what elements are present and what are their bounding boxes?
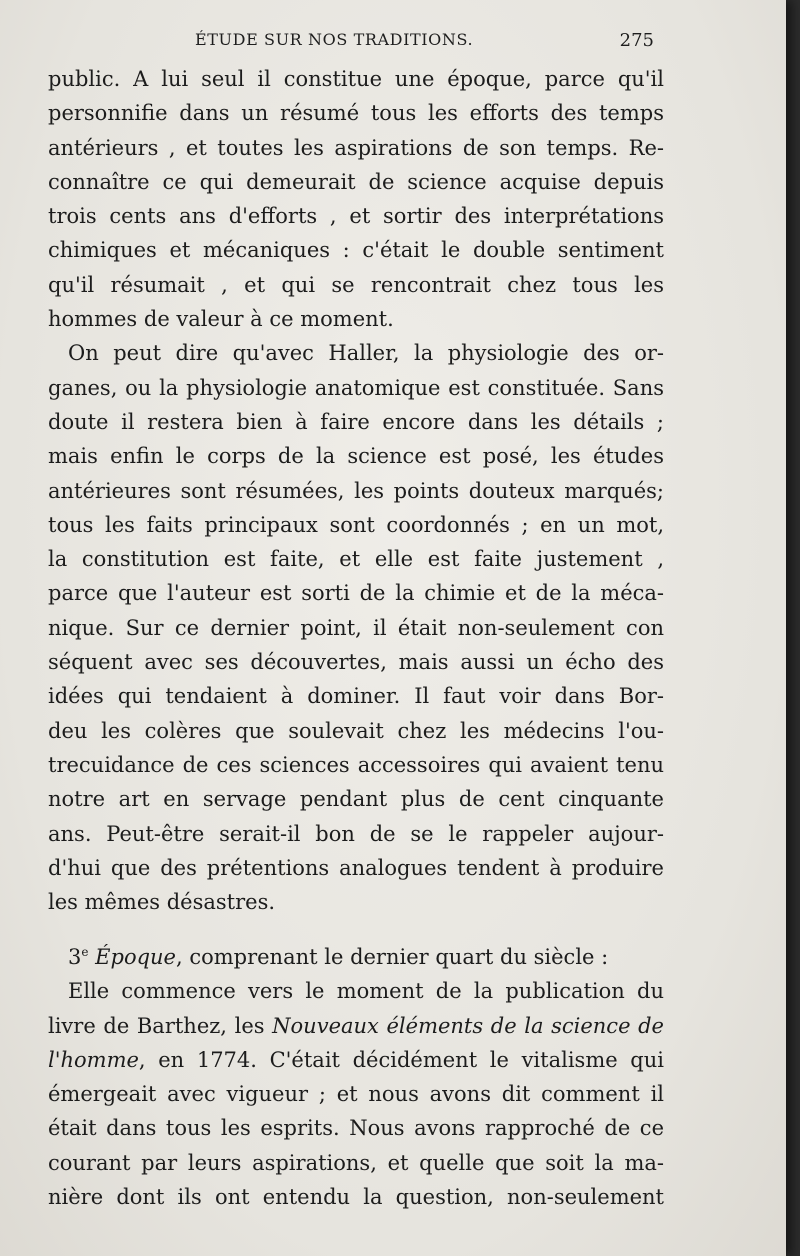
text-line: idées qui tendaient à dominer. Il faut voir dans Bor- xyxy=(48,684,664,709)
text-line: nique. Sur ce dernier point, il était non-seulement con xyxy=(48,615,664,640)
text-line: chimiques et mécaniques : c'était le double sentiment xyxy=(48,238,664,263)
text-line: émergeait avec vigueur ; et nous avons dit comment il xyxy=(48,1082,664,1107)
book-title-part-1: Nouveaux éléments de la science de xyxy=(272,1013,664,1038)
text-line: connaître ce qui demeurait de science acquise depuis xyxy=(48,169,664,194)
text-line: d'hui que des prétentions analogues tendent à produire xyxy=(48,855,664,880)
text-line: nière dont ils ont entendu la question, non-seulement xyxy=(48,1185,664,1210)
text-line: la constitution est faite, et elle est faite justement , xyxy=(48,547,664,572)
text-line: parce que l'auteur est sorti de la chimie et de la méca- xyxy=(48,581,664,606)
text-line: trecuidance de ces sciences accessoires qui avaient tenu xyxy=(48,752,664,777)
running-header xyxy=(48,30,654,60)
text-line-part: livre de Barthez, les xyxy=(48,1013,273,1038)
book-title-part-2: l'homme xyxy=(48,1047,139,1072)
text-line: antérieures sont résumées, les points douteux marqués; xyxy=(48,478,664,503)
text-line: courant par leurs aspirations, et quelle que soit la ma- xyxy=(48,1150,664,1175)
running-title: ÉTUDE SUR NOS TRADITIONS. xyxy=(195,30,474,49)
section-number: 3 xyxy=(68,945,82,969)
text-line: ganes, ou la physiologie anatomique est constituée. Sans xyxy=(48,375,664,400)
text-line: antérieurs , et toutes les aspirations de son temps. Re- xyxy=(48,135,664,160)
body-text-lower xyxy=(48,940,664,1214)
section-label: Époque xyxy=(95,945,176,969)
text-line: hommes de valeur à ce moment. xyxy=(48,307,394,332)
page-number: 275 xyxy=(619,30,654,51)
section-heading-rest: , comprenant le dernier quart du siècle : xyxy=(175,945,609,969)
section-superscript: e xyxy=(81,945,89,959)
text-line: personnifie dans un résumé tous les efforts des temps xyxy=(48,101,664,126)
text-line: tous les faits principaux sont coordonnés ; en un mot, xyxy=(48,512,664,537)
text-line: deu les colères que soulevait chez les médecins l'ou- xyxy=(48,718,664,743)
text-line xyxy=(48,1009,664,1043)
section-heading xyxy=(48,940,664,974)
text-line: trois cents ans d'efforts , et sortir des interprétations xyxy=(48,204,664,229)
text-line: On peut dire qu'avec Haller, la physiologie des or- xyxy=(68,341,664,366)
text-line: était dans tous les esprits. Nous avons rapproché de ce xyxy=(48,1116,664,1141)
text-line: ans. Peut-être serait-il bon de se le rappeler aujour- xyxy=(48,821,664,846)
text-line: les mêmes désastres. xyxy=(48,890,276,915)
body-text-upper xyxy=(48,62,664,919)
text-line: notre art en servage pendant plus de cent cinquante xyxy=(48,787,664,812)
text-line-part: , en 1774. C'était décidément le vitalisme qui xyxy=(138,1047,664,1072)
text-line: qu'il résumait , et qui se rencontrait chez tous les xyxy=(48,272,664,297)
text-line: mais enfin le corps de la science est posé, les études xyxy=(48,444,664,469)
text-line xyxy=(48,1043,664,1077)
text-line: doute il restera bien à faire encore dans les détails ; xyxy=(48,409,664,434)
text-line: séquent avec ses découvertes, mais aussi un écho des xyxy=(48,650,664,675)
text-line: Elle commence vers le moment de la publication du xyxy=(68,979,664,1004)
text-line: public. A lui seul il constitue une époque, parce qu'il xyxy=(48,67,664,91)
